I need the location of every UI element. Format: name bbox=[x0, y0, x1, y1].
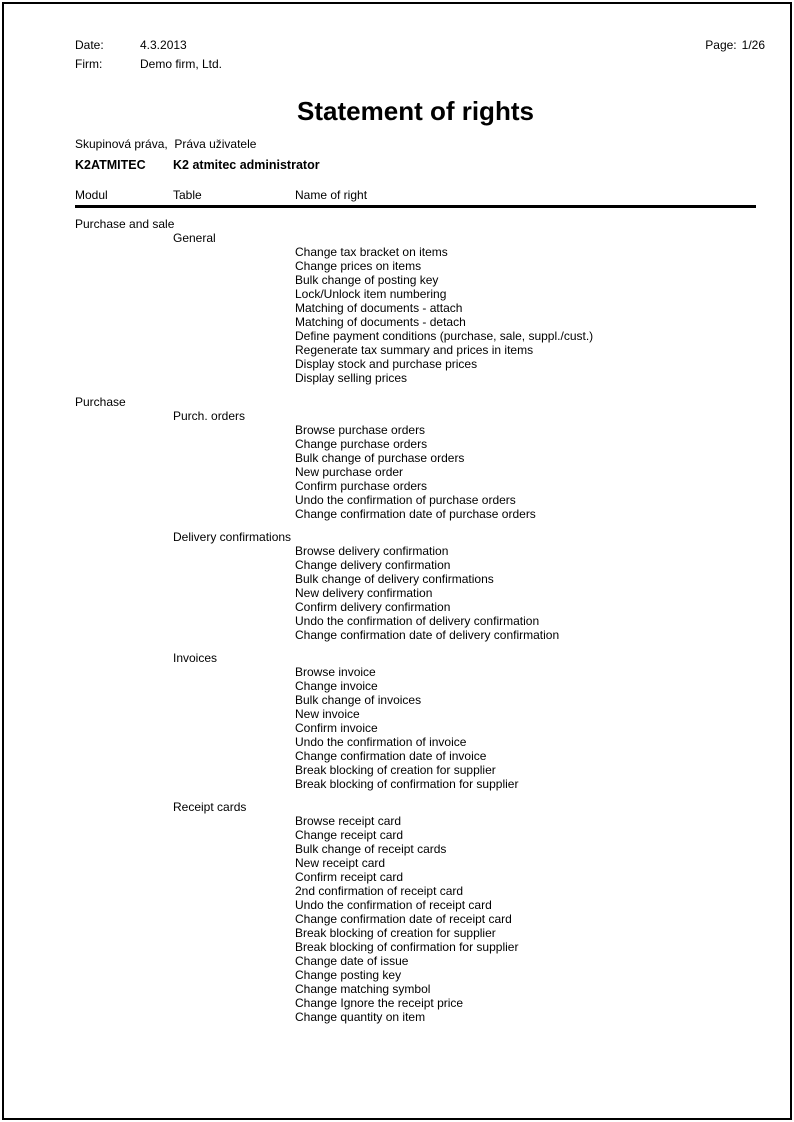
right-item: Change posting key bbox=[295, 968, 402, 982]
firm-value: Demo firm, Ltd. bbox=[140, 57, 223, 71]
right-item: Undo the confirmation of delivery confirmation bbox=[295, 614, 540, 628]
right-item: New receipt card bbox=[295, 856, 386, 870]
table-group bbox=[75, 231, 790, 385]
columns-header bbox=[75, 188, 790, 202]
table-name: Invoices bbox=[173, 651, 218, 665]
page-number bbox=[705, 36, 765, 74]
right-item: Change purchase orders bbox=[295, 437, 428, 451]
right-item: Browse receipt card bbox=[295, 814, 402, 828]
right-item: New delivery confirmation bbox=[295, 586, 433, 600]
right-item: 2nd confirmation of receipt card bbox=[295, 884, 464, 898]
right-item: Bulk change of delivery confirmations bbox=[295, 572, 494, 586]
table-group bbox=[75, 800, 790, 1024]
right-item: Break blocking of confirmation for supplier bbox=[295, 777, 519, 791]
table-groups bbox=[75, 231, 790, 385]
right-item: Break blocking of creation for supplier bbox=[295, 763, 496, 777]
subtitle: Skupinová práva, Práva uživatele bbox=[75, 137, 257, 151]
right-item: Display stock and purchase prices bbox=[295, 357, 478, 371]
module-section bbox=[75, 217, 790, 385]
right-item: Change matching symbol bbox=[295, 982, 431, 996]
right-item: Browse purchase orders bbox=[295, 423, 426, 437]
firm-label: Firm: bbox=[75, 57, 103, 71]
right-item: Change tax bracket on items bbox=[295, 245, 448, 259]
module-name: Purchase and sale bbox=[75, 217, 175, 231]
right-item: Break blocking of creation for supplier bbox=[295, 926, 496, 940]
right-item: Undo the confirmation of purchase orders bbox=[295, 493, 516, 507]
header-meta-left bbox=[75, 36, 222, 74]
page-label: Page: bbox=[705, 38, 737, 52]
table-group bbox=[75, 530, 790, 642]
right-item: Confirm purchase orders bbox=[295, 479, 428, 493]
header-rule bbox=[75, 205, 756, 208]
date-value: 4.3.2013 bbox=[140, 38, 187, 52]
group-name: K2 atmitec administrator bbox=[173, 158, 320, 172]
right-item: Define payment conditions (purchase, sale, suppl./cust.) bbox=[295, 329, 594, 343]
right-item: Browse invoice bbox=[295, 665, 376, 679]
firm-row bbox=[75, 55, 222, 74]
right-item: Break blocking of confirmation for supplier bbox=[295, 940, 519, 954]
rights-content bbox=[75, 217, 790, 1024]
right-item: Change confirmation date of purchase orders bbox=[295, 507, 536, 521]
right-item: Browse delivery confirmation bbox=[295, 544, 449, 558]
table-group bbox=[75, 651, 790, 791]
column-header-table: Table bbox=[173, 188, 202, 202]
page-title: Statement of rights bbox=[297, 96, 534, 126]
right-item: Undo the confirmation of receipt card bbox=[295, 898, 492, 912]
right-item: New purchase order bbox=[295, 465, 404, 479]
right-item: Change prices on items bbox=[295, 259, 422, 273]
table-name: General bbox=[173, 231, 216, 245]
right-item: Change confirmation date of receipt card bbox=[295, 912, 512, 926]
table-name: Delivery confirmations bbox=[173, 530, 292, 544]
module-section bbox=[75, 395, 790, 1024]
right-item: Confirm invoice bbox=[295, 721, 378, 735]
column-header-name-of-right: Name of right bbox=[295, 188, 368, 202]
right-item: Bulk change of posting key bbox=[295, 273, 439, 287]
table-groups bbox=[75, 409, 790, 1024]
table-name: Purch. orders bbox=[173, 409, 246, 423]
right-item: Matching of documents - detach bbox=[295, 315, 466, 329]
right-item: Bulk change of receipt cards bbox=[295, 842, 447, 856]
table-name: Receipt cards bbox=[173, 800, 247, 814]
document-page bbox=[2, 2, 792, 1120]
table-group bbox=[75, 409, 790, 521]
module-name: Purchase bbox=[75, 395, 126, 409]
date-label: Date: bbox=[75, 38, 104, 52]
column-header-modul: Modul bbox=[75, 188, 108, 202]
right-item: Regenerate tax summary and prices in items bbox=[295, 343, 534, 357]
right-item: Change receipt card bbox=[295, 828, 404, 842]
document-header bbox=[75, 36, 765, 74]
right-item: Change confirmation date of invoice bbox=[295, 749, 487, 763]
page-value: 1/26 bbox=[741, 38, 765, 52]
right-item: Undo the confirmation of invoice bbox=[295, 735, 467, 749]
right-item: Bulk change of purchase orders bbox=[295, 451, 465, 465]
right-item: Matching of documents - attach bbox=[295, 301, 463, 315]
right-item: Display selling prices bbox=[295, 371, 408, 385]
right-item: Confirm receipt card bbox=[295, 870, 404, 884]
right-item: Change quantity on item bbox=[295, 1010, 426, 1024]
right-item: New invoice bbox=[295, 707, 360, 721]
right-item: Change delivery confirmation bbox=[295, 558, 451, 572]
right-item: Change Ignore the receipt price bbox=[295, 996, 464, 1010]
right-item: Bulk change of invoices bbox=[295, 693, 422, 707]
group-code: K2ATMITEC bbox=[75, 158, 146, 172]
date-row bbox=[75, 36, 222, 55]
group-row bbox=[75, 158, 790, 172]
right-item: Lock/Unlock item numbering bbox=[295, 287, 447, 301]
right-item: Change date of issue bbox=[295, 954, 409, 968]
right-item: Change invoice bbox=[295, 679, 378, 693]
right-item: Confirm delivery confirmation bbox=[295, 600, 451, 614]
right-item: Change confirmation date of delivery confirmation bbox=[295, 628, 560, 642]
